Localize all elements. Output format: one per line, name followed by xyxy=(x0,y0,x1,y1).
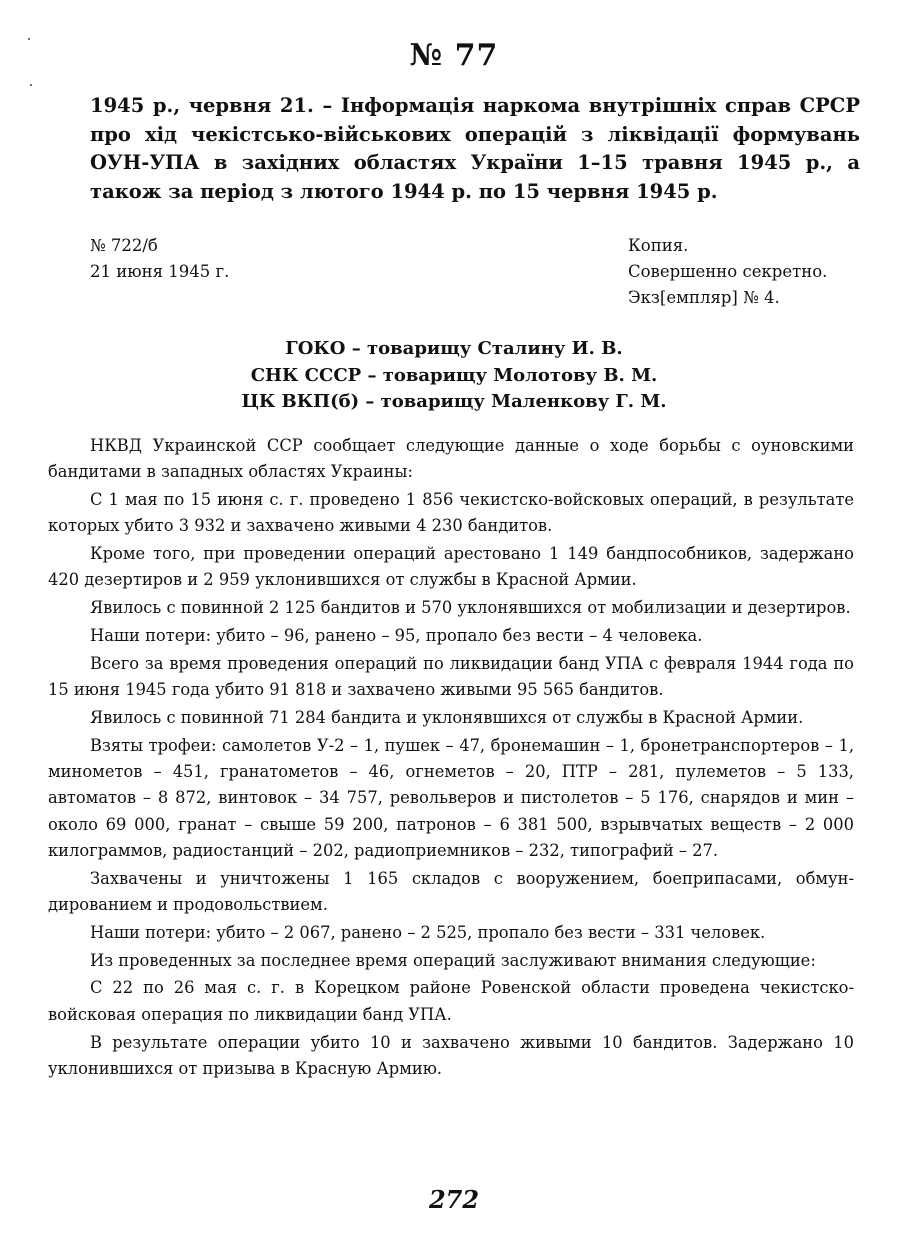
margin-dot xyxy=(28,38,30,40)
page-number: 272 xyxy=(428,1185,480,1214)
secrecy-mark: Совершенно секретно. xyxy=(628,262,828,281)
body-paragraph: С 22 по 26 мая с. г. в Корецком районе Ровенской области проведена чекистско-войсковая операция по ликвидации банд УПА. xyxy=(48,978,854,1024)
body-paragraph: Явилось с повинной 2 125 бандитов и 570 уклонявшихся от мобилизации и дезертиров. xyxy=(90,598,851,618)
classification-block xyxy=(628,233,868,311)
body-paragraph: Наши потери: убито – 96, ранено – 95, пропало без вести – 4 человека. xyxy=(90,626,703,646)
addressee-line: СНК СССР – товарищу Молотову В. М. xyxy=(250,364,658,386)
addressee-line: ЦК ВКП(б) – товарищу Маленкову Г. М. xyxy=(241,391,667,412)
document-number: № 77 xyxy=(409,38,499,73)
exemplar-mark: Экз[емпляр] № 4. xyxy=(628,288,780,307)
addressee-block xyxy=(48,336,860,416)
registration-block xyxy=(90,233,390,285)
registration-date: 21 июня 1945 г. xyxy=(90,262,230,281)
copy-mark: Копия. xyxy=(628,236,689,255)
body-paragraph: С 1 мая по 15 июня с. г. проведено 1 856 чекистско-войсковых операций, в результате которых убито 3 932 и захвачено живыми 4 230 бандитов. xyxy=(48,490,854,536)
body-paragraph: Явилось с повинной 71 284 бандита и уклонявшихся от службы в Красной Армии. xyxy=(90,707,804,727)
body-paragraph: Кроме того, при проведении операций арестовано 1 149 бандпособников, задержано 420 дезертиров и 2 959 уклонившихся от службы в Красной Армии. xyxy=(48,544,854,590)
body-paragraph: Наши потери: убито – 2 067, ранено – 2 525, пропало без вести – 331 человек. xyxy=(90,922,766,942)
registration-number: № 722/б xyxy=(90,236,158,255)
body-paragraph: Захвачены и уничтожены 1 165 складов с вооружением, боеприпасами, обмундированием и продовольствием. xyxy=(48,868,854,915)
body-paragraph: НКВД Украинской ССР сообщает следующие данные о ходе борьбы с оуновскими бандитами в западных областях Украины: xyxy=(48,436,854,482)
document-heading: 1945 р., червня 21. – Інформація наркома внутрішніх справ СРСР про хід чекістсько-військових операцій з ліквідації формувань ОУН-УПА в західних областях України 1–15 травня 1945 р., а також за період з лютого 1944 р. по 15 червня 1945 р. xyxy=(90,94,860,203)
body-paragraph: Всего за время проведения операций по ликвидации банд УПА с февраля 1944 года по 15 июня 1945 года убито 91 818 и захвачено живыми 95 565 бандитов. xyxy=(48,653,854,700)
document-body xyxy=(48,433,854,1084)
addressee-line: ГОКО – товарищу Сталину И. В. xyxy=(285,338,623,359)
body-paragraph: В результате операции убито 10 и захвачено живыми 10 бандитов. Задержано 10 уклонившихся от призыва в Красную Армию. xyxy=(48,1032,854,1078)
margin-dot xyxy=(30,84,32,86)
body-paragraph: Взяты трофеи: самолетов У-2 – 1, пушек – 47, бронемашин – 1, бронетранспортеров – 1, минометов – 451, гранатометов – 46, огнеметов – 20, ПТР – 281, пулеметов – 5 133, автоматов – 8 872, винтовок – 34 757, револьверов и пистолетов – 5 176, снарядов и мин – около 69 000, гранат – свыше 59 200, патронов – 6 381 500, взрывчатых веществ – 2 000 килограммов, радиостанций – 202, радиоприемников – 232, типографий – 27. xyxy=(48,735,854,860)
body-paragraph: Из проведенных за последнее время операций заслуживают внимания следующие: xyxy=(90,950,816,970)
